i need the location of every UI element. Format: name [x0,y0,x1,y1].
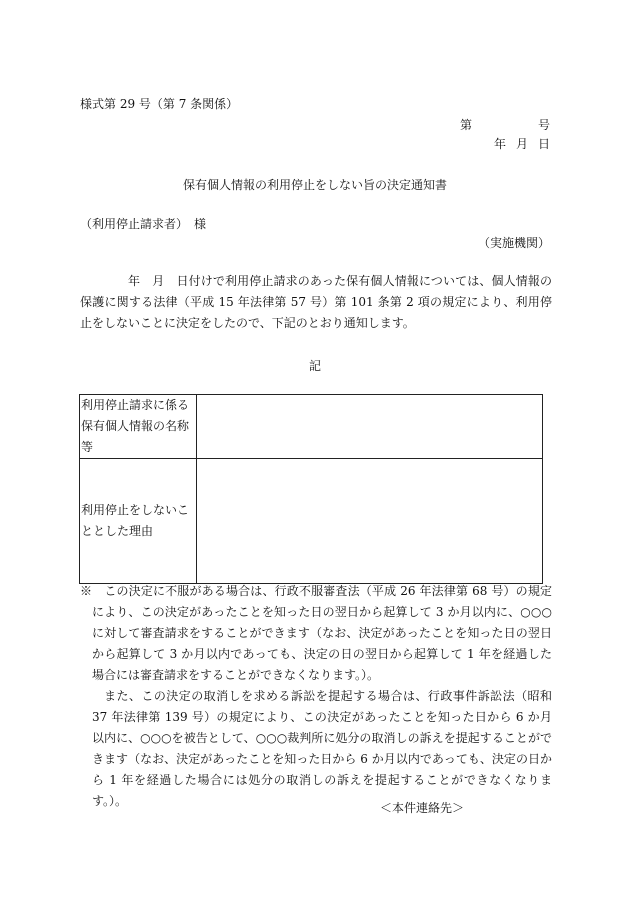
table-row [80,395,543,459]
table-row [80,459,543,584]
appeal-note [80,581,552,815]
document-title: 保有個人情報の利用停止をしない旨の決定通知書 [182,178,447,192]
information-name-label: 利用停止請求に係る保有個人情報の名称等 [80,395,197,459]
information-name-value [197,395,543,459]
document-date [494,138,550,150]
ki-heading: 記 [308,359,321,373]
issuing-agency: （実施機関） [477,236,550,250]
document-number-prefix: 第 [460,118,473,132]
contact-heading: ＜本件連絡先＞ [380,801,465,815]
notice-body: 年 月 日付けで利用停止請求のあった保有個人情報については、個人情報の保護に関する法律（平成 15 年法律第 57 号）第 101 条第 2 項の規定により、利用停止をしないことに決定をしたので、下記のとおり通知します。 [80,274,552,330]
appeal-note-review: ※ この決定に不服がある場合は、行政不服審査法（平成 26 年法律第 68 号）の規定により、この決定があったことを知った日の翌日から起算して 3 か月以内に、○○○に対して審査請求をすることができます（なお、決定があったことを知った日の翌日から起算して 3 か月以内であっても、決定の日の翌日から起算して 1 年を経過した場合には審査請求をすることができなくなります。）。 [80,584,552,682]
reason-label: 利用停止をしないこととした理由 [80,459,197,584]
addressee: （利用停止請求者） 様 [80,217,207,231]
appeal-note-lawsuit: また、この決定の取消しを求める訴訟を提起する場合は、行政事件訴訟法（昭和 37 年法律第 139 号）の規定により、この決定があったことを知った日から 6 か月以内に、○○○を被告として、○○○裁判所に処分の取消しの訴えを提起することができます（なお、決定があったことを知った日から 6 か月以内であっても、決定の日から 1 年を経過した場合には処分の取消しの訴えを提起することができなくなります。）。 [92,689,552,808]
date-day: 日 [537,137,550,151]
form-number: 様式第 29 号（第 7 条関係） [80,97,239,111]
document-number-suffix: 号 [537,118,550,132]
date-year: 年 [494,137,507,151]
decision-table [79,394,543,584]
reason-value [197,459,543,584]
document-number [460,119,550,131]
date-month: 月 [515,137,528,151]
